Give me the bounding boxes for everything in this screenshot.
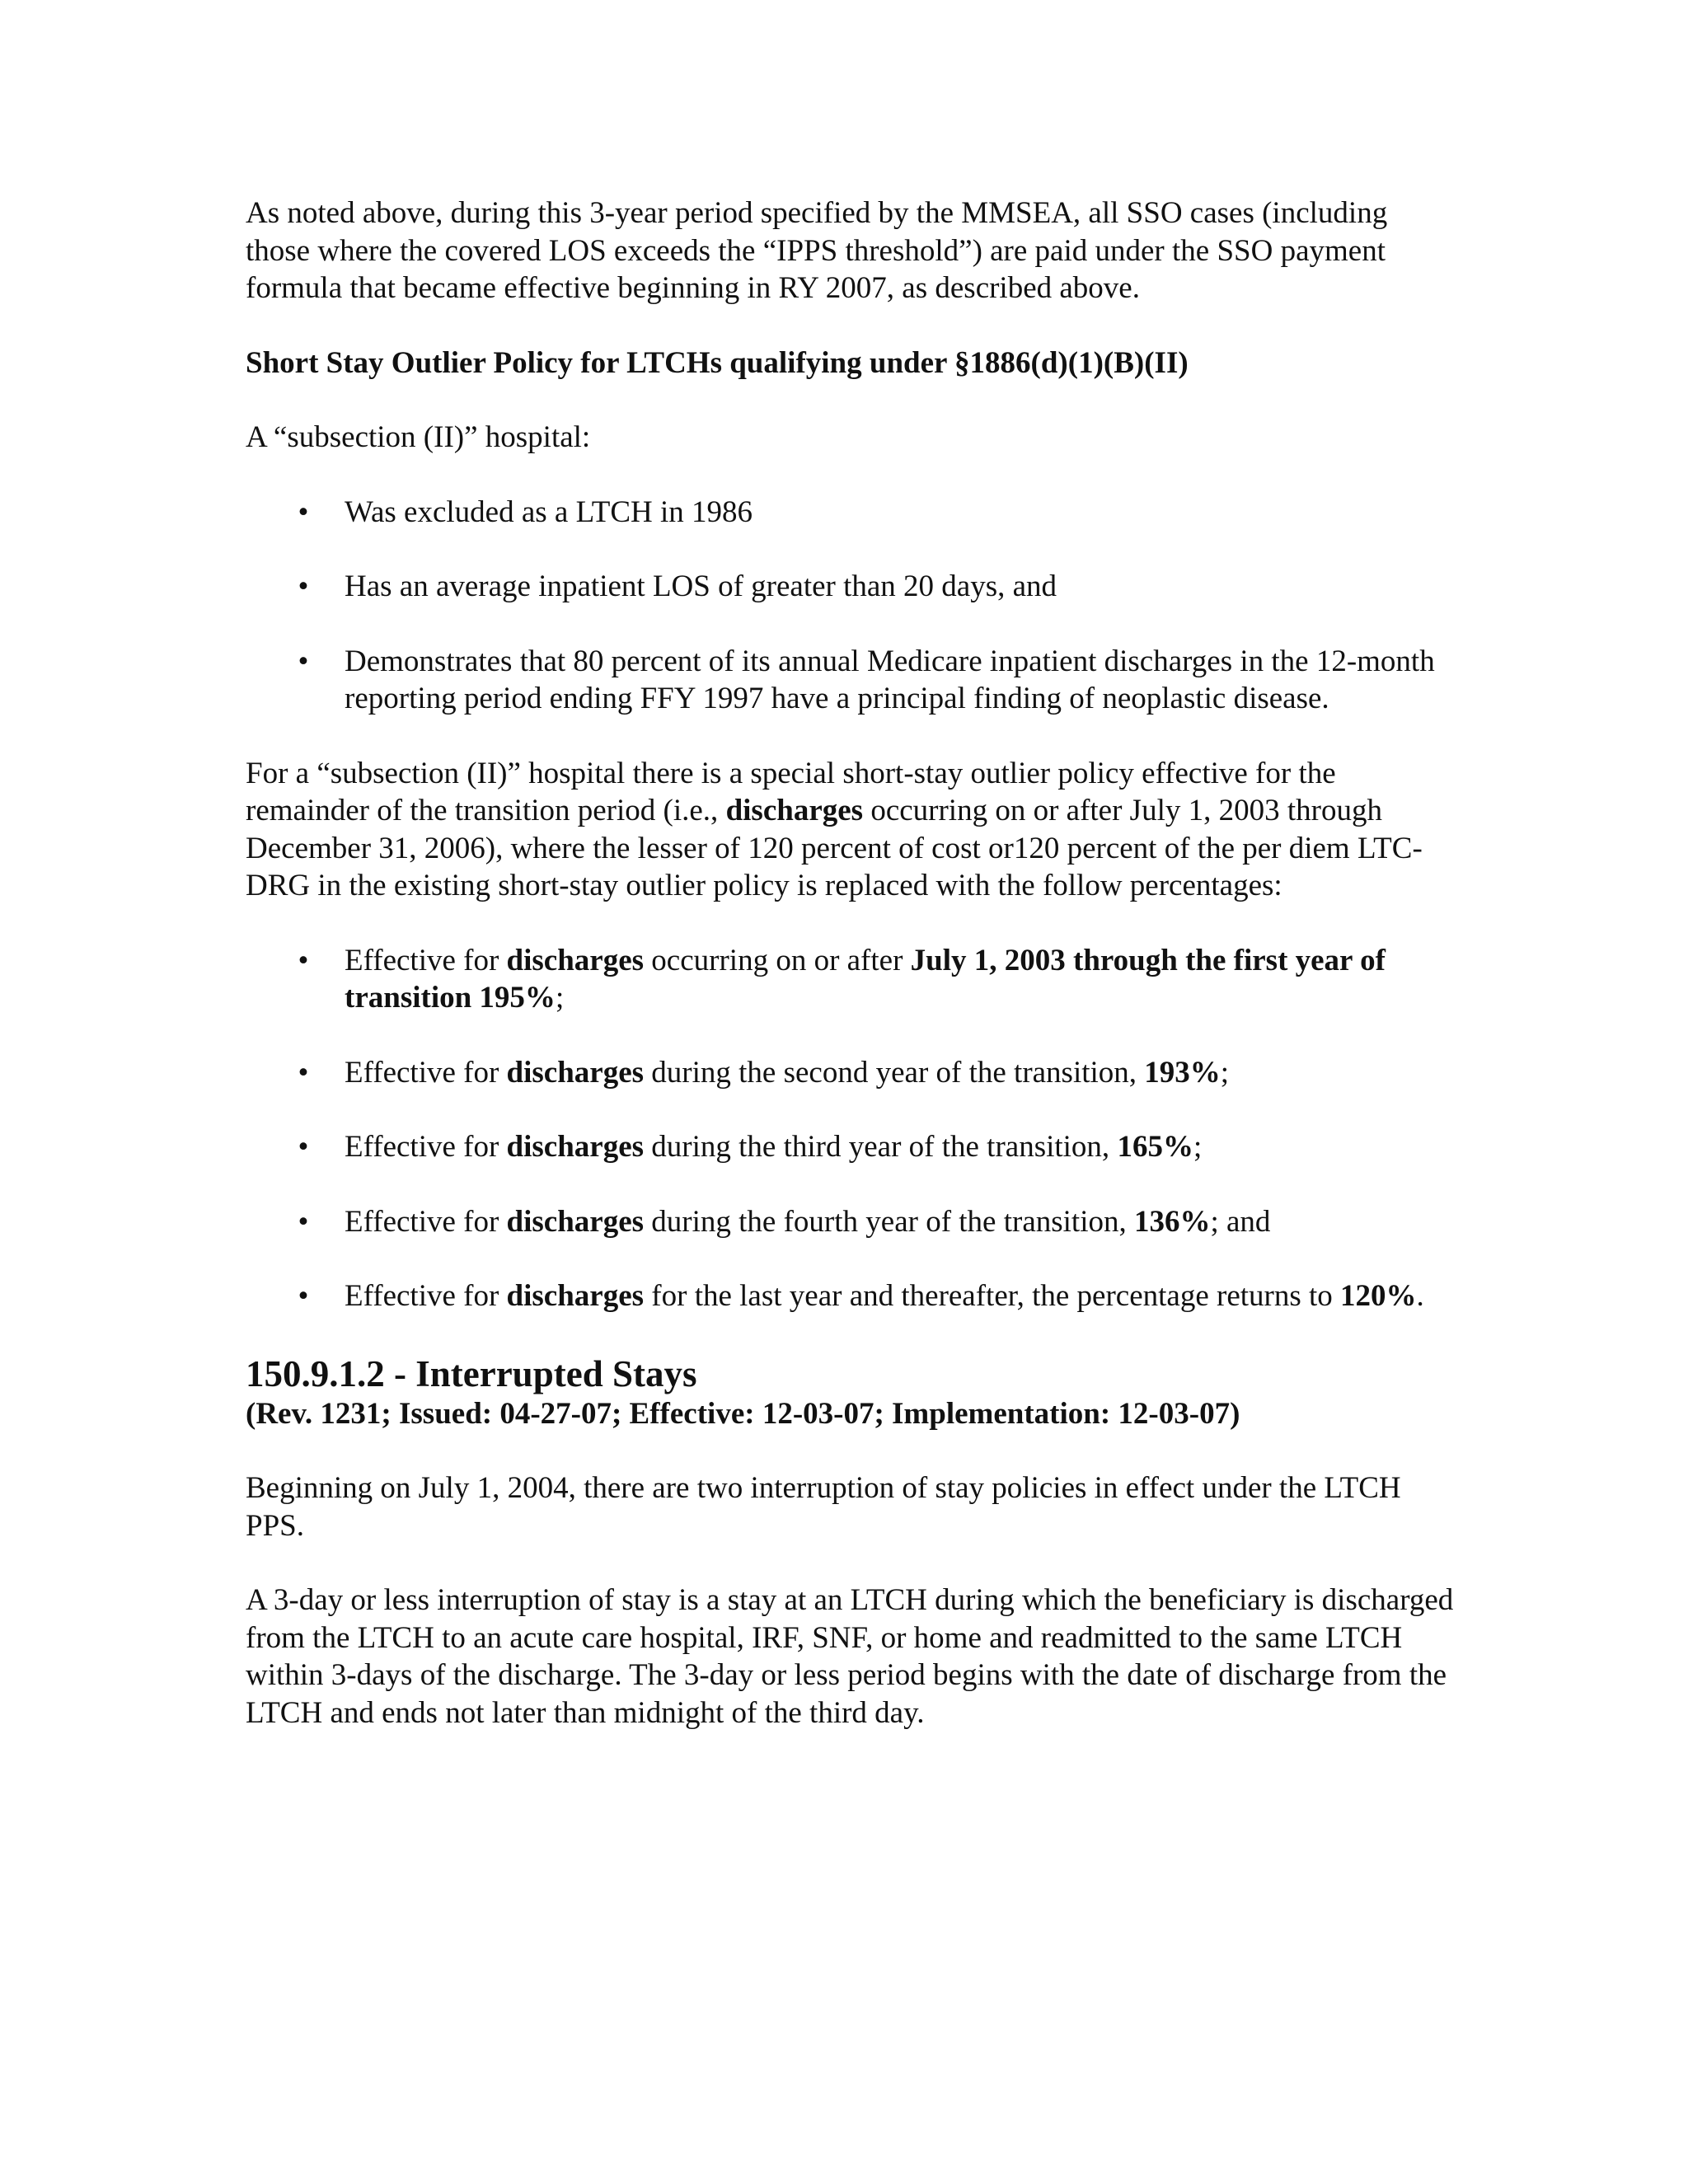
list-item	[246, 1054, 1457, 1092]
list-item	[246, 1128, 1457, 1166]
bullet-icon: •	[298, 1130, 309, 1164]
bullet-icon: •	[298, 943, 309, 977]
subsection-intro: A “subsection (II)” hospital:	[246, 420, 591, 454]
percentage-text: Effective for discharges during the third year of the transition, 165%;	[345, 1130, 1203, 1164]
bullet-icon: •	[298, 569, 309, 603]
intro-paragraph: As noted above, during this 3-year period specified by the MMSEA, all SSO cases (including those where the covered LOS exceeds the “IPPS threshold”) are paid under the SSO payment formula that became effective beginning in RY 2007, as described above.	[246, 196, 1388, 305]
list-item	[246, 494, 1457, 532]
text-run: occurring on or after July 1, 2003 through December 31, 2006), where the lesser of 120 percent of cost or120 percent of the per diem LTC-DRG in the existing short-stay outlier policy is replaced with the follow percentages:	[246, 794, 1423, 902]
bullet-icon: •	[298, 494, 309, 529]
bullet-icon: •	[298, 1279, 309, 1313]
document-page	[246, 194, 1457, 1769]
list-item	[246, 568, 1457, 606]
list-item	[246, 643, 1457, 718]
text-run: For a “subsection (II)” hospital there is a special short-stay outlier policy effective for the remainder of the transition period (i.e.,	[246, 756, 1336, 827]
section-title: 150.9.1.2 - Interrupted Stays	[246, 1352, 697, 1394]
bullet-icon: •	[298, 1055, 309, 1090]
list-item	[246, 942, 1457, 1017]
section-revision: (Rev. 1231; Issued: 04-27-07; Effective: 12-03-07; Implementation: 12-03-07)	[246, 1396, 1240, 1431]
percentage-text: Effective for discharges during the fourth year of the transition, 136%; and	[345, 1204, 1271, 1239]
bullet-icon: •	[298, 1204, 309, 1239]
text-run-bold: discharges	[725, 794, 864, 827]
criteria-text: Demonstrates that 80 percent of its annual Medicare inpatient discharges in the 12-month reporting period ending FFY 1997 have a principal finding of neoplastic disease.	[345, 644, 1435, 715]
sso-policy-heading: Short Stay Outlier Policy for LTCHs qualifying under §1886(d)(1)(B)(II)	[246, 345, 1189, 380]
percentages-list	[246, 942, 1457, 1315]
criteria-text: Was excluded as a LTCH in 1986	[345, 494, 753, 529]
percentage-text: Effective for discharges for the last year and thereafter, the percentage returns to 120%.	[345, 1279, 1424, 1313]
criteria-list	[246, 494, 1457, 718]
list-item	[246, 1277, 1457, 1315]
interrupted-paragraph-2: A 3-day or less interruption of stay is a stay at an LTCH during which the beneficiary is discharged from the LTCH to an acute care hospital, IRF, SNF, or home and readmitted to the same LTCH within 3-days of the discharge. The 3-day or less period begins with the date of discharge from the LTCH and ends not later than midnight of the third day.	[246, 1583, 1454, 1730]
list-item	[246, 1203, 1457, 1241]
percentage-text: Effective for discharges during the second year of the transition, 193%;	[345, 1055, 1230, 1090]
bullet-icon: •	[298, 644, 309, 678]
interrupted-paragraph-1: Beginning on July 1, 2004, there are two interruption of stay policies in effect under the LTCH PPS.	[246, 1471, 1401, 1543]
special-policy-paragraph	[246, 755, 1457, 905]
percentage-text: Effective for discharges occurring on or after July 1, 2003 through the first year of transition 195%;	[345, 943, 1386, 1015]
criteria-text: Has an average inpatient LOS of greater than 20 days, and	[345, 569, 1057, 603]
